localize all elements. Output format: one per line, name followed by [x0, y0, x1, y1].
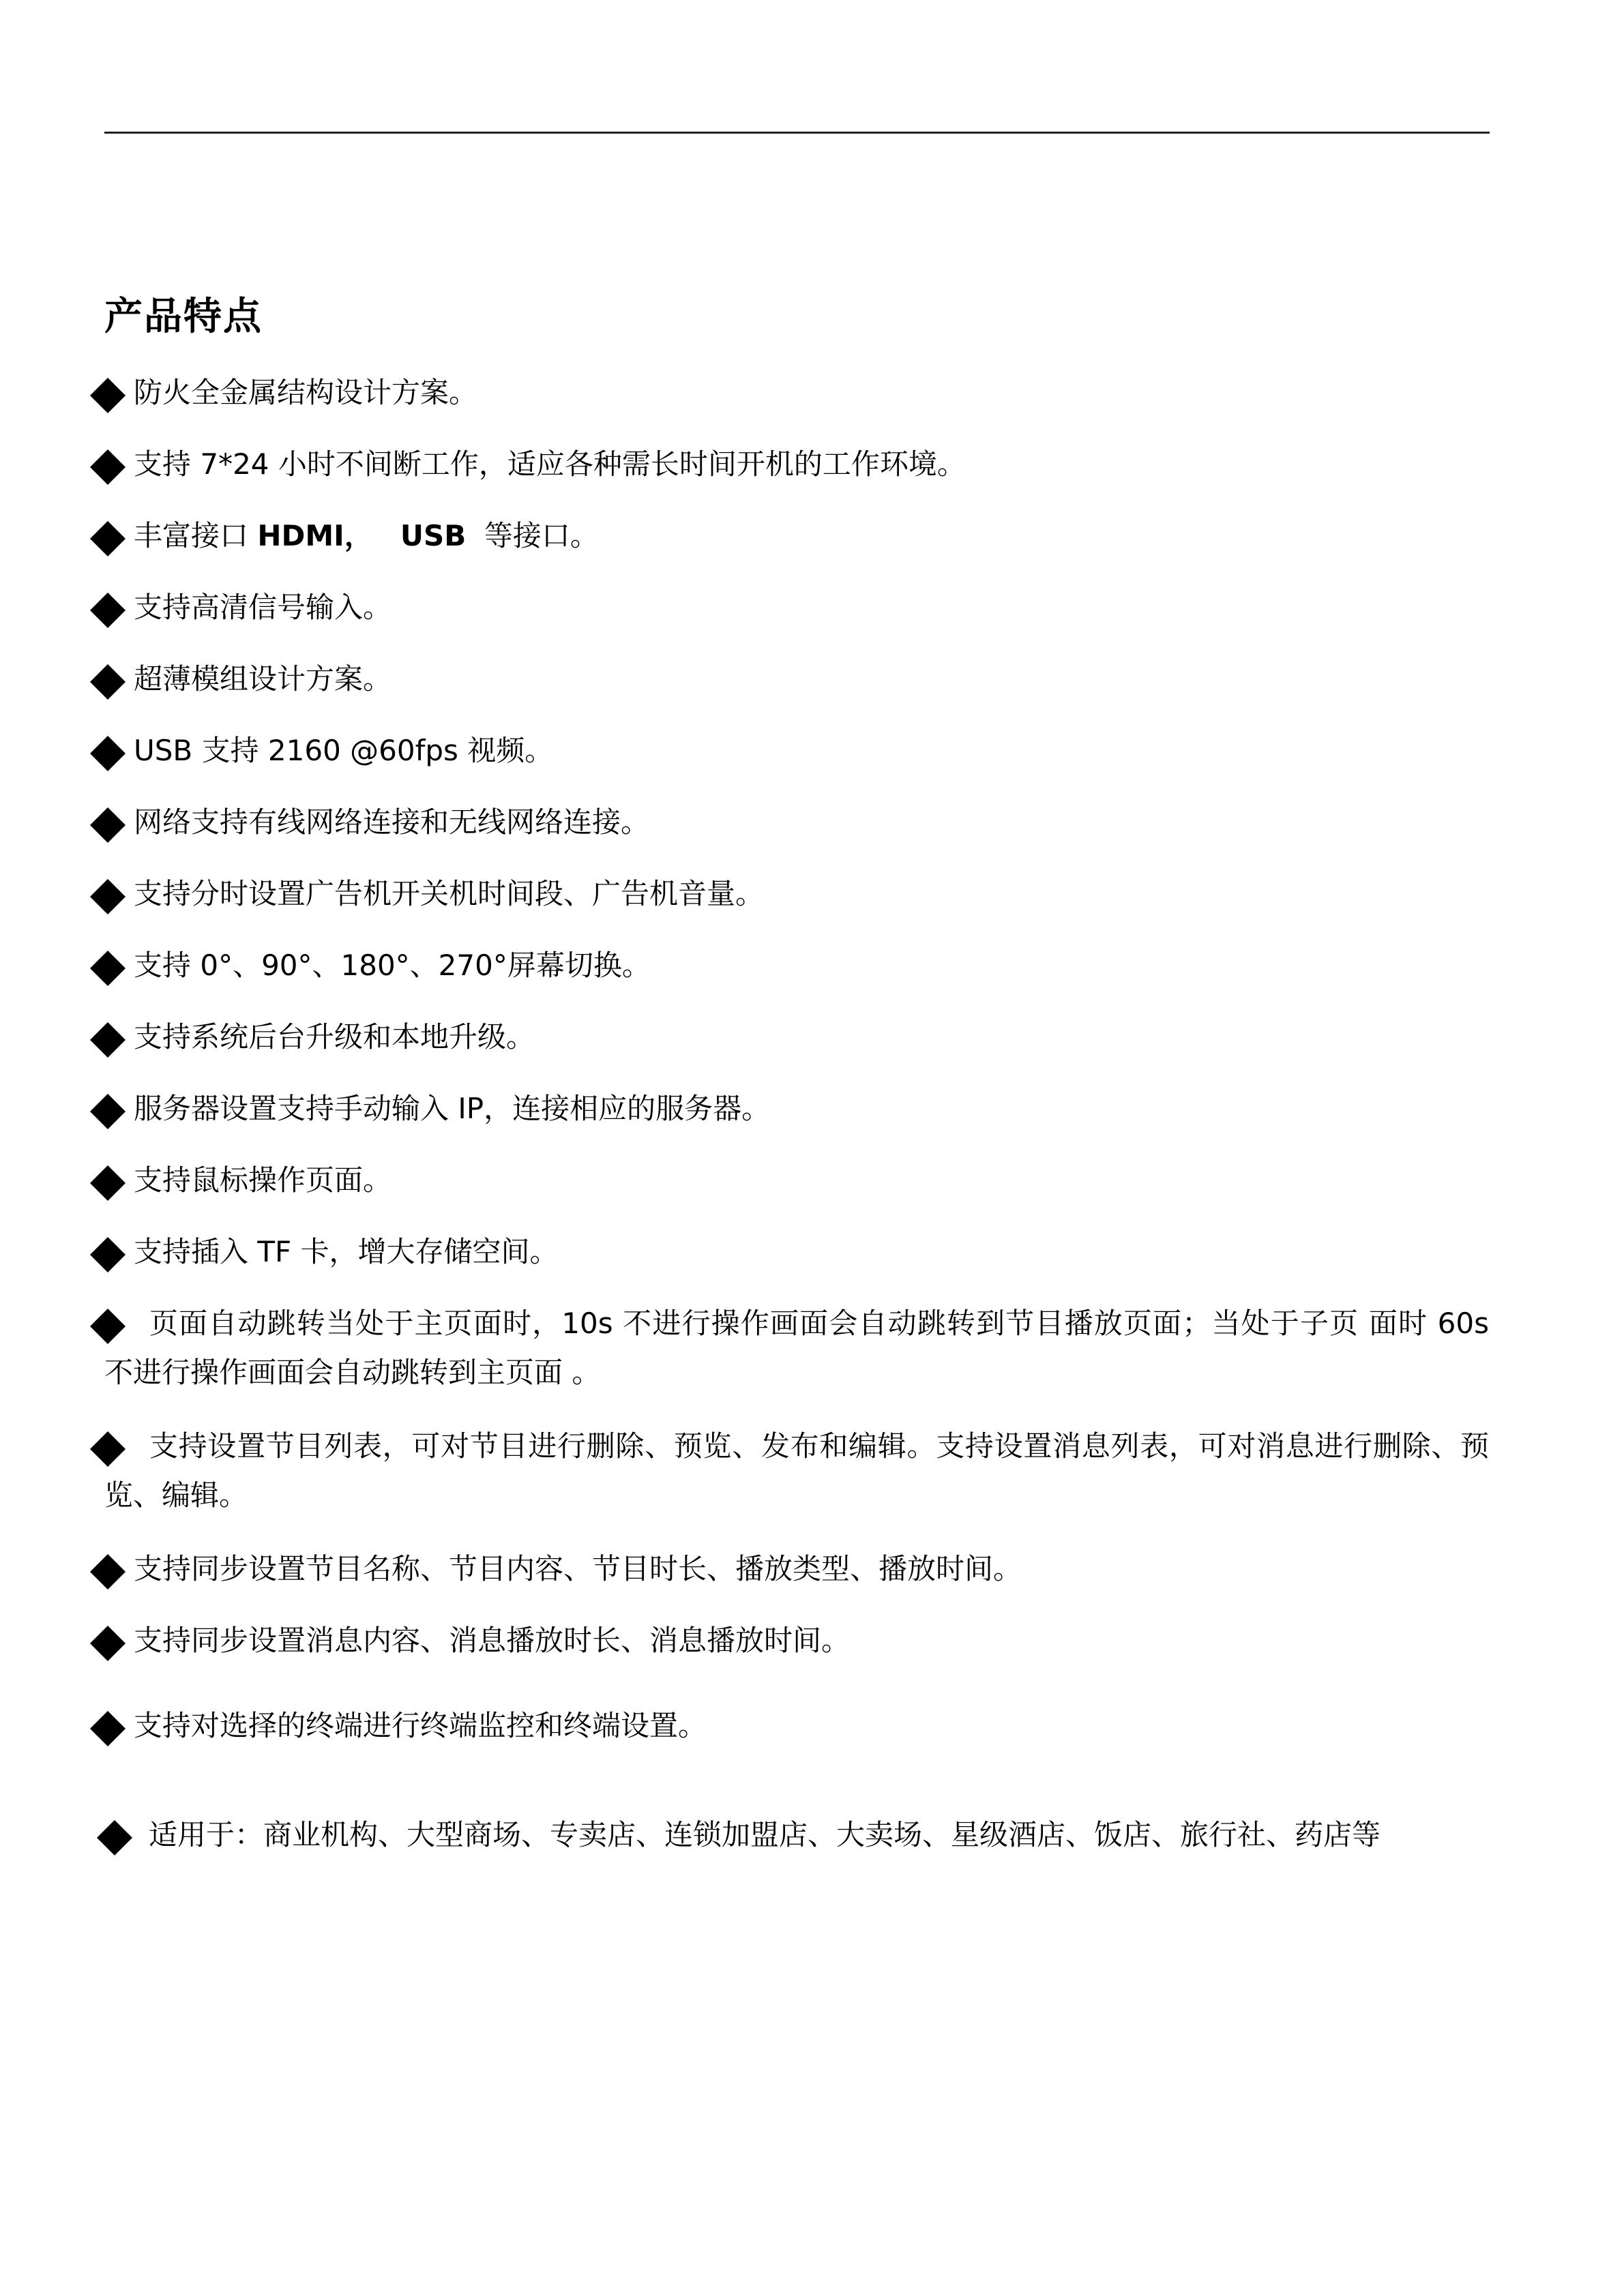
- feature-text: 支持设置节目列表，可对节目进行删除、预览、发布和编辑。支持设置消息列表，可对消息进行删除、预览、编辑。: [104, 1429, 1489, 1512]
- feature-text: 支持分时设置广告机开关机时间段、广告机音量。: [134, 877, 765, 910]
- diamond-bullet-icon: [89, 1624, 127, 1663]
- feature-text: 支持 7*24 小时不间断工作，适应各种需长时间开机的工作环境。: [134, 447, 966, 481]
- feature-text: 支持同步设置消息内容、消息播放时长、消息播放时间。: [134, 1624, 851, 1657]
- feature-text: 超薄模组设计方案。: [134, 662, 392, 696]
- diamond-bullet-icon: [89, 1164, 127, 1202]
- feature-text: 服务器设置支持手动输入 IP，连接相应的服务器。: [134, 1092, 771, 1125]
- hdmi-label: HDMI，: [257, 519, 373, 552]
- diamond-bullet-icon: [89, 663, 127, 701]
- diamond-bullet-icon: [95, 1819, 134, 1857]
- diamond-bullet-icon: [89, 806, 127, 844]
- diamond-bullet-icon: [89, 591, 127, 629]
- feature-text: [134, 511, 599, 561]
- diamond-bullet-icon: [89, 1710, 127, 1748]
- diamond-bullet-icon: [89, 878, 127, 916]
- diamond-bullet-icon: [89, 1553, 127, 1591]
- feature-text: 支持插入 TF 卡，增大存储空间。: [134, 1235, 559, 1268]
- diamond-bullet-icon: [89, 448, 127, 486]
- diamond-bullet-icon: [89, 1430, 127, 1468]
- feature-text: 网络支持有线网络连接和无线网络连接。: [134, 805, 650, 839]
- feature-text: 支持 0°、90°、180°、270°屏幕切换。: [134, 949, 651, 982]
- feature-item: [104, 1299, 1489, 1397]
- diamond-bullet-icon: [89, 520, 127, 558]
- feature-text-part: 等接口。: [466, 519, 599, 552]
- feature-text: 支持系统后台升级和本地升级。: [134, 1020, 535, 1054]
- diamond-bullet-icon: [89, 1236, 127, 1274]
- diamond-bullet-icon: [89, 734, 127, 773]
- feature-item: [104, 1422, 1489, 1520]
- feature-text: 页面自动跳转当处于主页面时，10s 不进行操作画面会自动跳转到节目播放页面；当处于子页 面时 60s 不进行操作画面会自动跳转到主页面 。: [104, 1307, 1489, 1389]
- feature-text: 支持鼠标操作页面。: [134, 1163, 392, 1197]
- feature-text: 适用于：商业机构、大型商场、专卖店、连锁加盟店、大卖场、星级酒店、饭店、旅行社、药店等: [149, 1818, 1381, 1851]
- feature-text: 支持对选择的终端进行终端监控和终端设置。: [134, 1709, 707, 1742]
- feature-text: 防火全金属结构设计方案。: [134, 376, 478, 409]
- diamond-bullet-icon: [89, 376, 127, 415]
- diamond-bullet-icon: [89, 1092, 127, 1131]
- page-title: 产品特点: [104, 295, 263, 339]
- feature-text-part: 丰富接口: [134, 519, 258, 552]
- usb-label: USB: [400, 519, 467, 552]
- diamond-bullet-icon: [89, 949, 127, 987]
- feature-text-separator: [373, 519, 400, 552]
- feature-text: 支持高清信号输入。: [134, 591, 392, 624]
- diamond-bullet-icon: [89, 1021, 127, 1059]
- diamond-bullet-icon: [89, 1307, 127, 1345]
- feature-text: USB 支持 2160 @60fps 视频。: [134, 734, 554, 767]
- feature-text: 支持同步设置节目名称、节目内容、节目时长、播放类型、播放时间。: [134, 1552, 1022, 1585]
